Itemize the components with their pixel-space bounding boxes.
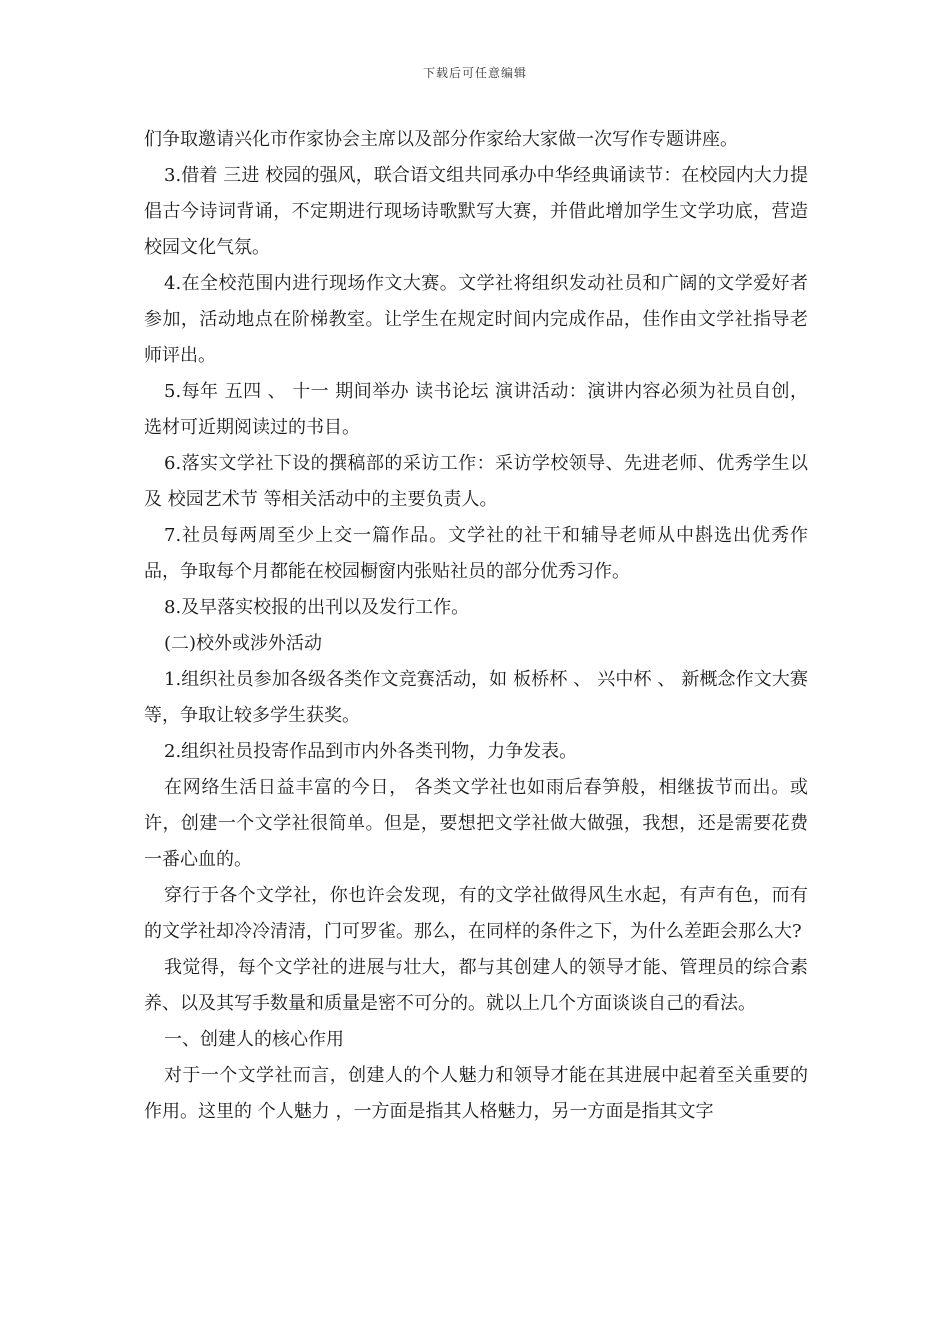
paragraph: 对于一个文学社而言，创建人的个人魅力和领导才能在其进展中起着至关重要的作用。这里的 个人魅力 ，一方面是指其人格魅力，另一方面是指其文字	[144, 1065, 808, 1122]
paragraph: 7.社员每两周至少上交一篇作品。文学社的社干和辅导老师从中斟选出优秀作品，争取每个月都能在校园橱窗内张贴社员的部分优秀习作。	[144, 525, 808, 582]
paragraph: 2.组织社员投寄作品到市内外各类刊物，力争发表。	[164, 741, 578, 762]
section-heading: 一、创建人的核心作用	[164, 1029, 344, 1050]
paragraph: 4.在全校范围内进行现场作文大赛。文学社将组织发动社员和广阔的文学爱好者参加，活动地点在阶梯教室。让学生在规定时间内完成作品，佳作由文学社指导老师评出。	[144, 273, 808, 366]
document-body	[144, 122, 808, 1130]
paragraph: 6.落实文学社下设的撰稿部的采访工作：采访学校领导、先进老师、优秀学生以及 校园艺术节 等相关活动中的主要负责人。	[144, 453, 808, 510]
paragraph: 1.组织社员参加各级各类作文竞赛活动，如 板桥杯 、 兴中杯 、 新概念作文大赛 等，争取让较多学生获奖。	[144, 669, 808, 726]
paragraph: 8.及早落实校报的出刊以及发行工作。	[164, 597, 470, 618]
paragraph: 们争取邀请兴化市作家协会主席以及部分作家给大家做一次写作专题讲座。	[144, 129, 738, 150]
paragraph: 穿行于各个文学社，你也许会发现，有的文学社做得风生水起，有声有色，而有的文学社却冷冷清清，门可罗雀。那么，在同样的条件之下，为什么差距会那么大?	[144, 885, 808, 942]
section-heading: (二)校外或涉外活动	[164, 633, 323, 654]
paragraph: 3.借着 三进 校园的强风，联合语文组共同承办中华经典诵读节：在校园内大力提倡古今诗词背诵，不定期进行现场诗歌默写大赛，并借此增加学生文学功底，营造校园文化气氛。	[144, 165, 808, 258]
paragraph: 5.每年 五四 、 十一 期间举办 读书论坛 演讲活动：演讲内容必须为社员自创，选材可近期阅读过的书目。	[144, 381, 808, 438]
page-header: 下载后可任意编辑	[422, 66, 527, 80]
paragraph: 我觉得，每个文学社的进展与壮大，都与其创建人的领导才能、管理员的综合素养、以及其写手数量和质量是密不可分的。就以上几个方面谈谈自己的看法。	[144, 957, 808, 1014]
paragraph: 在网络生活日益丰富的今日， 各类文学社也如雨后春笋般，相继拔节而出。或许，创建一个文学社很简单。但是，要想把文学社做大做强，我想，还是需要花费一番心血的。	[144, 777, 808, 870]
